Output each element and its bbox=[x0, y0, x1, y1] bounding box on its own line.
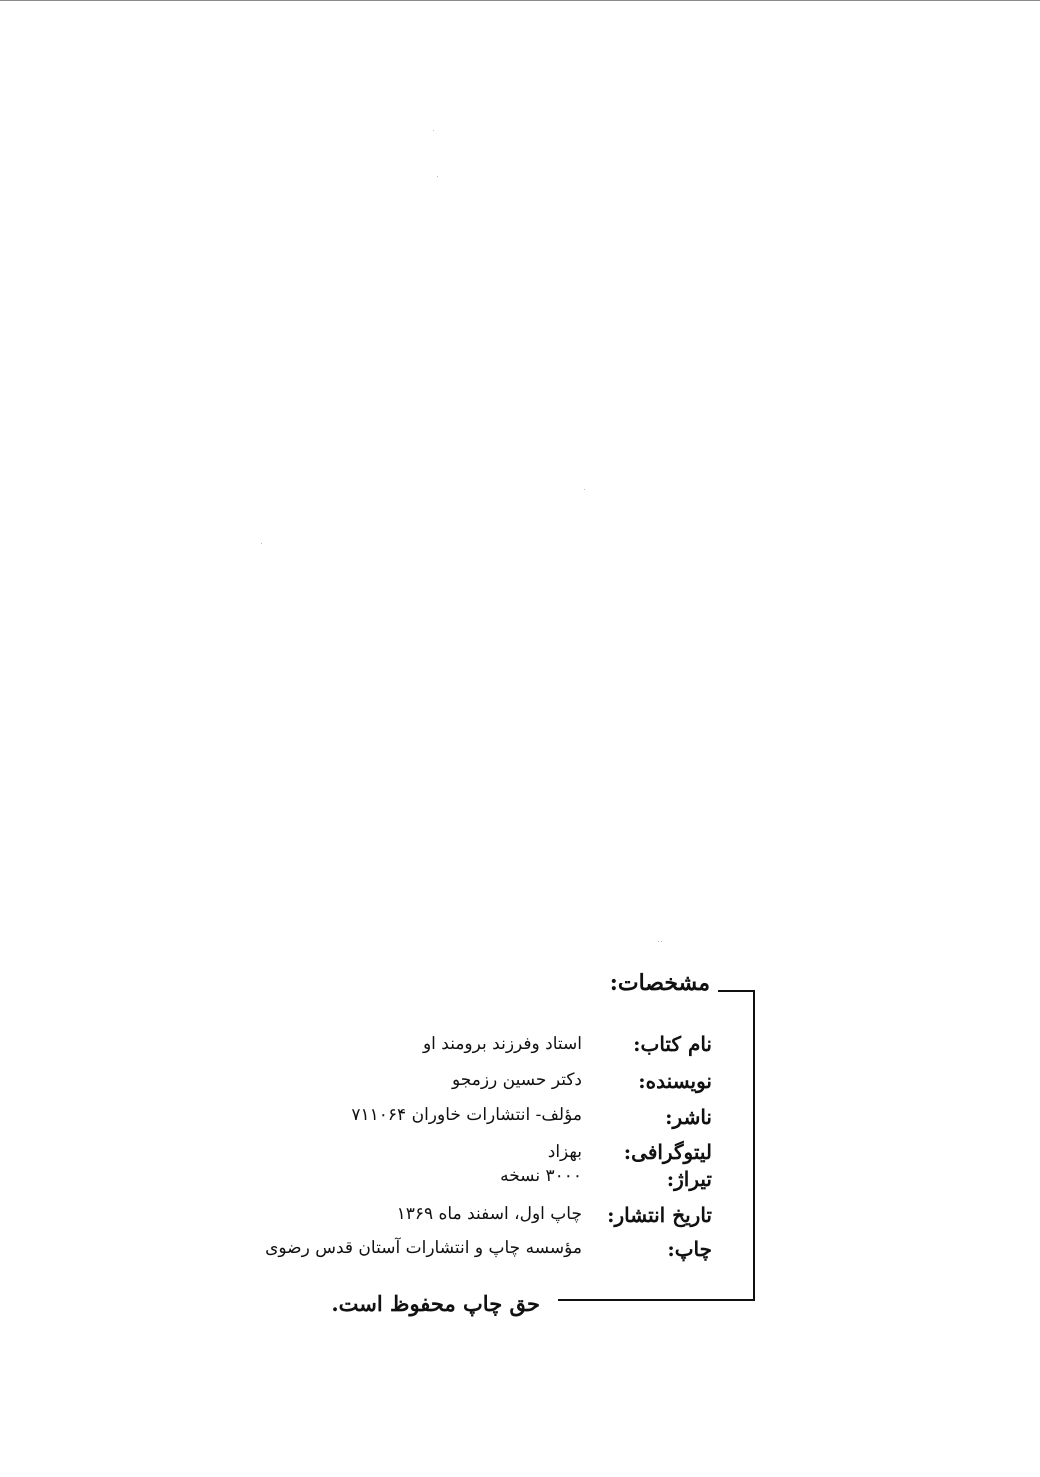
field-value-lithography: بهزاد bbox=[547, 1142, 582, 1162]
field-value-author: دکتر حسین رزمجو bbox=[451, 1070, 582, 1090]
field-value-publisher: مؤلف- انتشارات خاوران ۷۱۱۰۶۴ bbox=[351, 1105, 582, 1125]
page-top-border bbox=[0, 0, 1040, 1]
field-value-circulation: ۳۰۰۰ نسخه bbox=[500, 1166, 582, 1186]
scan-speck bbox=[658, 941, 659, 942]
scan-speck bbox=[433, 130, 434, 131]
field-label-publish-date: تاریخ انتشار: bbox=[607, 1203, 712, 1227]
field-label-publisher: ناشر: bbox=[665, 1105, 712, 1129]
field-label-author: نویسنده: bbox=[638, 1069, 712, 1093]
scan-speck bbox=[261, 543, 262, 544]
field-label-lithography: لیتوگرافی: bbox=[623, 1140, 712, 1164]
section-title: مشخصات: bbox=[609, 970, 710, 996]
copyright-notice: حق چاپ محفوظ است. bbox=[331, 1291, 540, 1316]
field-value-printing: مؤسسه چاپ و انتشارات آستان قدس رضوی bbox=[265, 1238, 582, 1258]
scan-speck bbox=[661, 941, 662, 942]
field-value-book-name: استاد وفرزند برومند او bbox=[422, 1034, 582, 1054]
field-label-printing: چاپ: bbox=[667, 1237, 712, 1261]
frame-right-line bbox=[753, 990, 755, 1300]
scan-speck bbox=[584, 489, 585, 490]
frame-bottom-line bbox=[558, 1299, 755, 1301]
field-label-book-name: نام کتاب: bbox=[633, 1032, 712, 1056]
frame-top-line bbox=[718, 990, 754, 992]
field-label-circulation: تیراژ: bbox=[666, 1167, 712, 1191]
scan-speck bbox=[437, 176, 438, 177]
field-value-publish-date: چاپ اول، اسفند ماه ۱۳۶۹ bbox=[396, 1204, 582, 1224]
